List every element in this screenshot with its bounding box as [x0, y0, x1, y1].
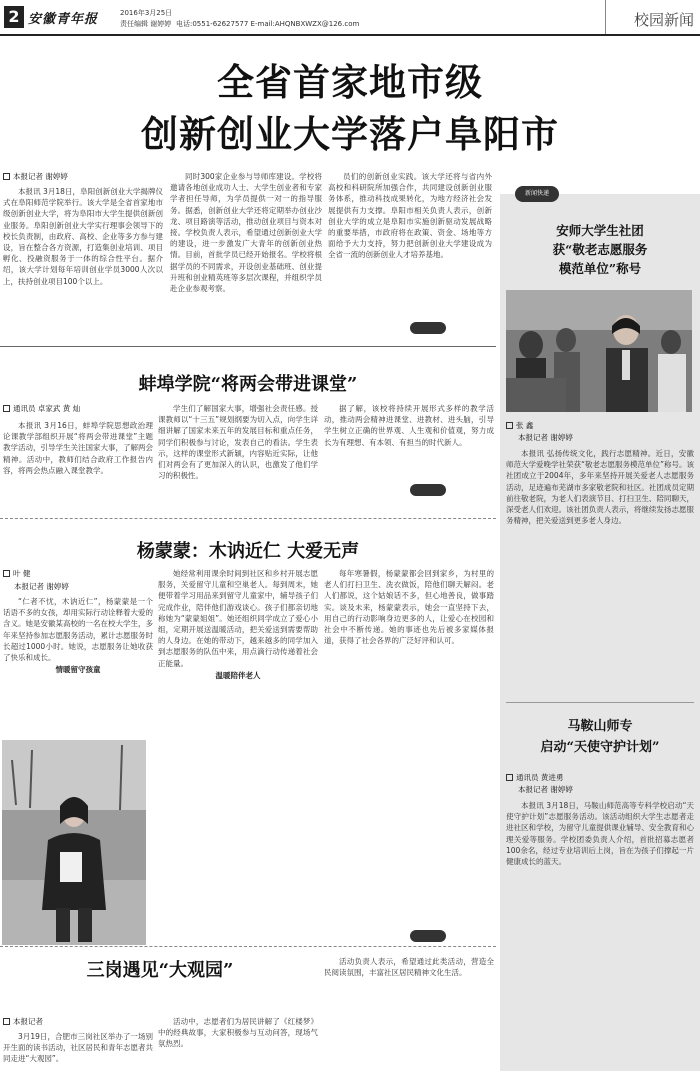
yang-subhead-2: 温暖陪伴老人	[215, 670, 261, 680]
byline-box-icon	[3, 1018, 10, 1025]
yang-byline-1: 叶 健	[3, 568, 30, 579]
newspaper-logo	[4, 6, 112, 28]
issue-contact: 电话:0551-62627577 E-mail:AHQNBXWZX@126.com	[176, 20, 360, 28]
bengbu-column-2: 学生们了解国家大事，增强社会责任感。授课教师以“十三五”规划纲要为切入点，向学生详细讲解了国家未来五年的发展目标和重点任务，同学们积极参与讨论，发表自己的看法。学生表示，这样的课堂形式新颖，内容贴近实际，让他们对两会有了更加深入的认识，也激发了他们学习的积极性。	[158, 404, 318, 481]
masthead	[0, 0, 700, 40]
divider-dashed	[0, 946, 496, 947]
sidebar-story1-title-line1: 安师大学生社团	[556, 223, 644, 238]
sidebar-story1-body: 本报讯 弘扬传统文化，践行志愿精神。近日，安徽师范大学爱晚学社荣获“敬老志愿服务模范单位”称号。该社团成立于2004年，多年来坚持开展关爱老人志愿服务活动，足迹遍布芜湖市多家敬老院和社区。社团成员定期前往敬老院，为老人们表演节目、打扫卫生、陪同聊天，深受老人们欢迎。该社团负责人表示，将继续发扬志愿服务精神，把关爱送到更多老人身边。	[506, 449, 694, 526]
sanhe-column-3: 活动负责人表示，希望通过此类活动，营造全民阅读氛围，丰富社区居民精神文化生活。	[324, 957, 494, 978]
story-end-mark	[410, 930, 446, 942]
portrait-photo	[2, 740, 146, 945]
byline-box-icon	[506, 422, 513, 429]
sanhe-byline: 本报记者	[3, 1016, 43, 1027]
main-headline-line1: 全省首家地市级	[217, 60, 483, 104]
byline-box-icon	[3, 405, 10, 412]
bengbu-headline: 蚌埠学院“将两会带进课堂”	[138, 374, 358, 395]
sidebar-badge: 新闻快递	[515, 186, 559, 202]
byline-box-icon	[3, 570, 10, 577]
yang-column-2: 她经常利用课余时间到社区和乡村开展志愿服务，关爱留守儿童和空巢老人。每到周末，她便带着学习用品来到留守儿童家中，辅导孩子们完成作业，陪伴他们游戏谈心。孩子们都亲切地称她为“蒙蒙姐姐”。她还组织同学成立了爱心小组，定期开展送温暖活动，把关爱送到需要帮助的人身边。在她的带动下，越来越多的同学加入到志愿服务的队伍中来，用点滴行动传递着社会正能量。 温暖陪伴老人	[158, 569, 318, 680]
yang-subhead-1: 情暖留守孩童	[55, 665, 101, 675]
sidebar-divider	[506, 702, 694, 703]
main-column-1: 本报讯 3月18日，阜阳创新创业大学揭牌仪式在阜阳师范学院举行。该大学是全省首家地市级创新创业大学，将为阜阳市大学生提供创新创业服务。阜阳创新创业大学实行理事会领导下的校长负责制，由政府、高校、企业等多方参与建设，旨在整合各方资源，打造集创业培训、项目孵化、投融资服务于一体的综合性平台。据介绍，该大学计划每年培训创业学员3000人次以上，扶持创业项目100个以上。	[3, 187, 163, 286]
sidebar-story1-byline-2: 本报记者 谢婷婷	[518, 433, 573, 442]
newspaper-name: 安徽青年报	[28, 11, 99, 27]
yang-headline: 杨蒙蒙：木讷近仁 大爱无声	[136, 541, 360, 562]
story-end-mark	[410, 322, 446, 334]
sidebar-story2-byline-2: 本报记者 谢婷婷	[518, 785, 573, 794]
sanhe-headline: 三岗遇见“大观园”	[86, 960, 234, 981]
section-label: 校园新闻	[633, 11, 694, 29]
issue-date: 2016年3月25日	[120, 9, 173, 17]
issue-editor: 责任编辑 谢婷婷	[120, 20, 172, 28]
main-column-2: 同时300家企业参与导师库建设。学校将邀请各地创业成功人士、大学生创业者和专家学者担任导师，为学员提供一对一的指导服务。据悉，创新创业大学还将定期举办创业沙龙、项目路演等活动，推动创业项目与资本对接。学校负责人表示，希望通过创新创业大学的建设，进一步激发广大青年的创新创业热情。目前，首批学员已经开始报名。学校将根据学员的不同需求，开设创业基础班、创业提升班和创业精英班等多层次课程，并组织学员赴企业参观考察。	[170, 172, 322, 294]
divider-rule	[0, 346, 496, 347]
main-headline-line2: 创新创业大学落户阜阳市	[141, 112, 559, 156]
yang-column-3: 每年寒暑假，杨蒙蒙都会回到家乡，为村里的老人们打扫卫生、洗衣做饭，陪他们聊天解闷。老人们都说，这个姑娘话不多，但心地善良，做事踏实。谈及未来，杨蒙蒙表示，她会一直坚持下去，用自己的行动影响身边更多的人，让爱心在校园和社会中不断传递。她的事迹也先后被多家媒体报道，获得了社会各界的广泛好评和认可。	[324, 569, 494, 646]
sidebar-story2-byline-1: 通讯员 黄进勇	[506, 772, 563, 783]
bengbu-byline: 通讯员 卓家武 黄 灿	[3, 403, 80, 414]
sidebar-story2-title-line1: 马鞍山师专	[567, 719, 633, 734]
masthead-rule	[0, 34, 700, 36]
yang-byline-2: 本报记者 谢婷婷	[14, 582, 69, 591]
portrait-illustration	[2, 740, 146, 945]
main-column-3: 员们的创新创业实践。该大学还将与省内外高校和科研院所加强合作，共同建设创新创业服务体系，推动科技成果转化，为地方经济社会发展提供有力支撑。阜阳市相关负责人表示，创新创业大学的成立是阜阳市实施创新驱动发展战略的重要举措，市政府将在政策、资金、场地等方面给予大力支持，努力把创新创业大学建设成为全省一流的创新创业人才培养基地。	[328, 172, 492, 260]
bengbu-column-3: 据了解，该校将持续开展形式多样的教学活动，推动两会精神进课堂、进教材、进头脑，引导学生树立正确的世界观、人生观和价值观，努力成长为有理想、有本领、有担当的时代新人。	[324, 404, 494, 447]
sidebar-photo	[506, 290, 692, 412]
sanhe-column-2: 活动中，志愿者们为居民讲解了《红楼梦》中的经典故事，大家积极参与互动问答，现场气氛热烈。	[158, 1017, 318, 1049]
byline-box-icon	[506, 774, 513, 781]
byline-box-icon	[3, 173, 10, 180]
section-divider	[605, 0, 606, 34]
volunteer-photo-illustration	[506, 290, 692, 412]
yang-column-1: “仁者不忧，木讷近仁”，杨蒙蒙是一个话语不多的女孩，却用实际行动诠释着大爱的含义。她是安徽某高校的一名在校大学生，多年来坚持参加志愿服务活动，累计志愿服务时长超过1000小时。她说，志愿服务让她收获了快乐和成长。 情暖留守孩童	[3, 597, 153, 675]
sanhe-column-1: 3月19日，合肥市三岗社区举办了一场别开生面的读书活动，社区居民和青年志愿者共同走进“大观园”。	[3, 1032, 153, 1064]
sidebar-story2-title-line2: 启动“天使守护计划”	[540, 740, 660, 755]
sidebar-story2-body: 本报讯 3月18日，马鞍山师范高等专科学校启动“天使守护计划”志愿服务活动。该活动组织大学生志愿者走进社区和学校，为留守儿童提供课业辅导、安全教育和心理关爱等服务。学校团委负责人介绍，首批招募志愿者100余名，经过专业培训后上岗，旨在为孩子们撑起一片健康成长的蓝天。	[506, 801, 694, 867]
sidebar-story1-title-line2: 获“敬老志愿服务	[552, 242, 648, 257]
divider-dashed	[0, 518, 496, 519]
story-end-mark	[410, 484, 446, 496]
bengbu-column-1: 本报讯 3月16日，蚌埠学院思想政治理论课教学部组织开展“将两会带进课堂”主题教学活动，引导学生关注国家大事，了解两会精神。活动中，教师们结合政府工作报告内容，将两会热点融入课堂教学。	[3, 421, 153, 475]
sidebar-story1-byline-1: 张 鑫	[506, 420, 533, 431]
sidebar-story1-title-line3: 模范单位”称号	[558, 261, 642, 276]
page-number: 2	[4, 6, 24, 28]
main-byline: 本报记者 谢婷婷	[3, 171, 68, 182]
